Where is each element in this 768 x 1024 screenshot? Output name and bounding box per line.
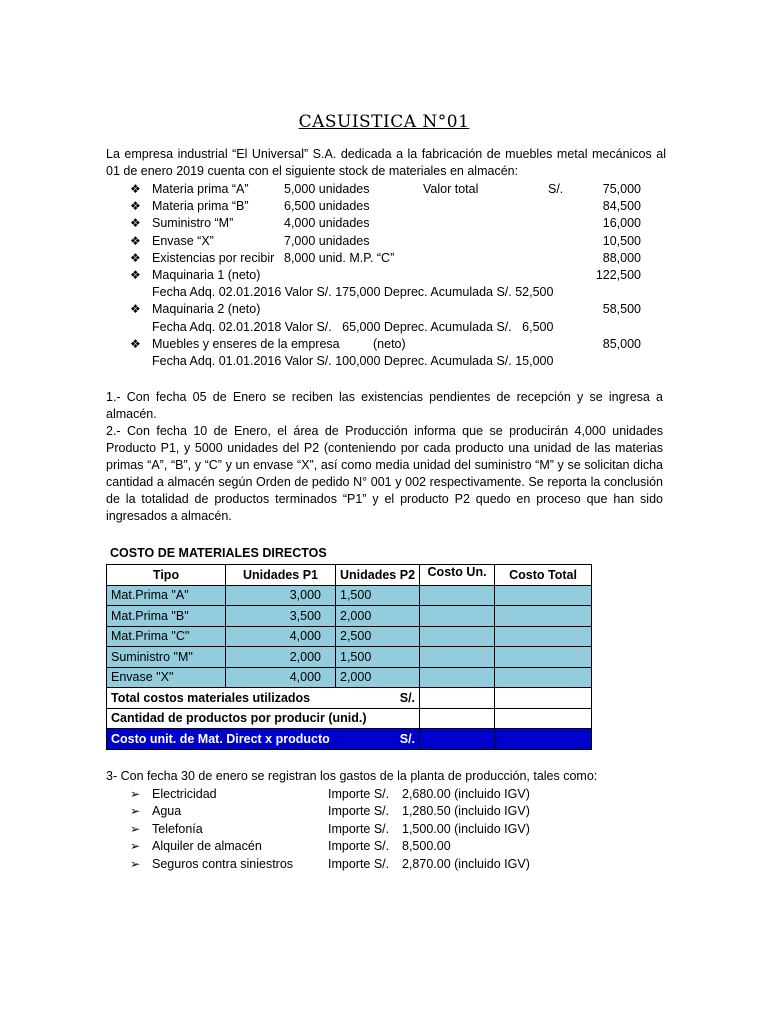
unit-cost-total-cell: [495, 729, 592, 750]
row-label: Mat.Prima "B": [107, 606, 226, 627]
total-currency: S/.: [399, 690, 416, 705]
diamond-bullet-icon: ❖: [130, 250, 141, 265]
item-note: (neto): [373, 336, 406, 351]
total-cost-cell: [495, 647, 592, 668]
diamond-bullet-icon: ❖: [130, 336, 141, 351]
units-p1: 2,000: [226, 647, 336, 668]
table-row: [107, 626, 592, 647]
item-amount: 85,000: [602, 336, 641, 351]
unit-cost-cell: [420, 667, 495, 688]
units-p1: 4,000: [226, 626, 336, 647]
total-value-label: Valor total: [423, 182, 479, 196]
total-row: [107, 688, 592, 709]
item-amount: 84,500: [602, 199, 641, 214]
item-amount: 122,500: [595, 267, 641, 282]
item-name: Maquinaria 1 (neto): [152, 267, 261, 282]
item-name: Muebles y enseres de la empresa: [152, 336, 340, 351]
point-1: 1.- Con fecha 05 de Enero se reciben las existencias pendientes de recepción y se ingresa a almacén.: [106, 390, 663, 421]
unit-cost-label: Costo unit. de Mat. Direct x producto: [111, 731, 330, 746]
item-amount: 10,500: [602, 233, 641, 248]
item-name: Maquinaria 2 (neto): [152, 302, 261, 317]
table-row: [107, 667, 592, 688]
list-item-detail: [0, 319, 768, 336]
unit-cost-cell: [420, 626, 495, 647]
arrow-bullet-icon: ➢: [130, 787, 141, 801]
column-header: Costo Un.: [420, 565, 495, 586]
item-name: Materia prima “B”: [152, 199, 249, 214]
item-amount: 16,000: [602, 216, 641, 231]
diamond-bullet-icon: ❖: [130, 233, 141, 248]
arrow-bullet-icon: ➢: [130, 804, 141, 819]
expense-amount-label: Importe S/.: [328, 839, 390, 854]
row-label: Envase "X": [107, 667, 226, 688]
column-header: Costo Total: [495, 565, 592, 586]
item-name: Existencias por recibir: [152, 250, 275, 265]
row-label: Suministro "M": [107, 647, 226, 668]
total-unit-cost-cell: [420, 688, 495, 709]
diamond-bullet-icon: ❖: [130, 216, 141, 231]
total-cost-cell: [495, 688, 592, 709]
expense-name: Seguros contra siniestros: [152, 856, 294, 871]
expense-amount-label: Importe S/.: [328, 804, 390, 819]
unit-cost-label-cell: [107, 729, 420, 750]
item-quantity: 4,000 unidades: [284, 216, 370, 231]
diamond-bullet-icon: ❖: [130, 302, 141, 317]
units-p2: 1,500: [336, 585, 420, 606]
units-p2: 2,000: [336, 667, 420, 688]
total-cost-cell: [495, 585, 592, 606]
expense-name: Agua: [152, 804, 182, 819]
list-item-detail: [0, 353, 768, 370]
table-row: [107, 585, 592, 606]
item-quantity: 5,000 unidades: [284, 182, 370, 196]
item-name: Materia prima “A”: [152, 182, 249, 196]
list-item: [0, 336, 768, 353]
unit-cost-value-cell: [420, 729, 495, 750]
expense-name: Electricidad: [152, 787, 217, 801]
item-amount: 75,000: [602, 182, 641, 196]
quantity-row: [107, 708, 592, 729]
list-item: [0, 233, 768, 250]
total-cost-cell: [495, 606, 592, 627]
list-item: [0, 301, 768, 318]
expense-amount-label: Importe S/.: [328, 856, 390, 871]
item-amount: 88,000: [602, 250, 641, 265]
materials-table: [106, 564, 592, 750]
units-p2: 2,500: [336, 626, 420, 647]
list-item: [0, 250, 768, 267]
table-title: COSTO DE MATERIALES DIRECTOS: [110, 546, 327, 560]
units-p1: 4,000: [226, 667, 336, 688]
list-item: [0, 821, 768, 838]
expense-amount: 8,500.00: [402, 839, 451, 854]
expense-amount-label: Importe S/.: [328, 821, 390, 836]
table-row: [107, 647, 592, 668]
total-cost-cell: [495, 626, 592, 647]
item-amount: 58,500: [602, 302, 641, 317]
list-item: [0, 856, 768, 873]
unit-cost-cell: [420, 647, 495, 668]
list-item: [0, 838, 768, 855]
item-name: Suministro “M”: [152, 216, 234, 231]
arrow-bullet-icon: ➢: [130, 821, 141, 836]
expense-amount-label: Importe S/.: [328, 787, 390, 801]
diamond-bullet-icon: ❖: [130, 199, 141, 214]
item-quantity: 7,000 unidades: [284, 233, 370, 248]
row-label: Mat.Prima "A": [107, 585, 226, 606]
column-header: Tipo: [107, 565, 226, 586]
list-item: [0, 267, 768, 284]
item-name: Envase “X”: [152, 233, 214, 248]
list-item: [0, 198, 768, 215]
acquisition-detail: Fecha Adq. 01.01.2016 Valor S/. 100,000 Deprec. Acumulada S/. 15,000: [152, 353, 554, 368]
points-section: [106, 389, 663, 525]
list-item: [0, 786, 768, 803]
units-p1: 3,000: [226, 585, 336, 606]
expense-name: Alquiler de almacén: [152, 839, 262, 854]
quantity-label: Cantidad de productos por producir (unid.): [107, 708, 420, 729]
diamond-bullet-icon: ❖: [130, 182, 141, 196]
total-cost-cell: [495, 667, 592, 688]
units-p1: 3,500: [226, 606, 336, 627]
expense-amount: 1,500.00 (incluido IGV): [402, 821, 530, 836]
row-label: Mat.Prima "C": [107, 626, 226, 647]
item-quantity: 8,000 unid. M.P. “C”: [284, 250, 395, 265]
unit-cost-currency: S/.: [399, 731, 416, 746]
expense-amount: 1,280.50 (incluido IGV): [402, 804, 530, 819]
total-label-cell: [107, 688, 420, 709]
expense-amount: 2,870.00 (incluido IGV): [402, 856, 530, 871]
intro-paragraph: La empresa industrial “El Universal” S.A. dedicada a la fabricación de muebles metal mecánicos al 01 de enero 2019 cuenta con el siguiente stock de materiales en almacén:: [106, 147, 666, 178]
unit-cost-cell: [420, 585, 495, 606]
point-3: 3- Con fecha 30 de enero se registran los gastos de la planta de producción, tales como:: [106, 769, 598, 783]
expense-amount: 2,680.00 (incluido IGV): [402, 787, 530, 801]
units-p2: 1,500: [336, 647, 420, 668]
quantity-total-cell: [495, 708, 592, 729]
expense-name: Telefonía: [152, 821, 203, 836]
currency-label: S/.: [548, 182, 564, 196]
list-item-detail: [0, 284, 768, 301]
expenses-list: [0, 786, 768, 873]
column-header: Unidades P1: [226, 565, 336, 586]
quantity-cell: [420, 708, 495, 729]
column-header: Unidades P2: [336, 565, 420, 586]
point-2: 2.- Con fecha 10 de Enero, el área de Producción informa que se producirán 4,000 unidades Producto P1, y 5000 unidades del P2 (conteniendo por cada producto una unidad de las materias primas “A”, “B”, y “C” y un envase “X”, así como media unidad del suministro “M” y se solicitan dicha cantidad a almacén según Orden de pedido N° 001 y 002 respectivamente. Se reporta la conclusión de la totalidad de productos terminados “P1” y el producto P2 quedo en proceso que han sido ingresados a almacén.: [106, 424, 663, 523]
acquisition-detail: Fecha Adq. 02.01.2016 Valor S/. 175,000 Deprec. Acumulada S/. 52,500: [152, 285, 554, 300]
arrow-bullet-icon: ➢: [130, 856, 141, 871]
table-header-row: [107, 565, 592, 586]
list-item: [0, 181, 768, 198]
total-label: Total costos materiales utilizados: [111, 690, 311, 705]
acquisition-detail: Fecha Adq. 02.01.2018 Valor S/. 65,000 Deprec. Acumulada S/. 6,500: [152, 319, 554, 334]
arrow-bullet-icon: ➢: [130, 839, 141, 854]
item-quantity: 6,500 unidades: [284, 199, 370, 214]
unit-cost-cell: [420, 606, 495, 627]
unit-cost-row: [107, 729, 592, 750]
units-p2: 2,000: [336, 606, 420, 627]
document-title: CASUISTICA N°01: [298, 112, 470, 132]
list-item: [0, 215, 768, 232]
list-item: [0, 803, 768, 820]
diamond-bullet-icon: ❖: [130, 267, 141, 282]
inventory-list: [0, 181, 768, 370]
table-row: [107, 606, 592, 627]
